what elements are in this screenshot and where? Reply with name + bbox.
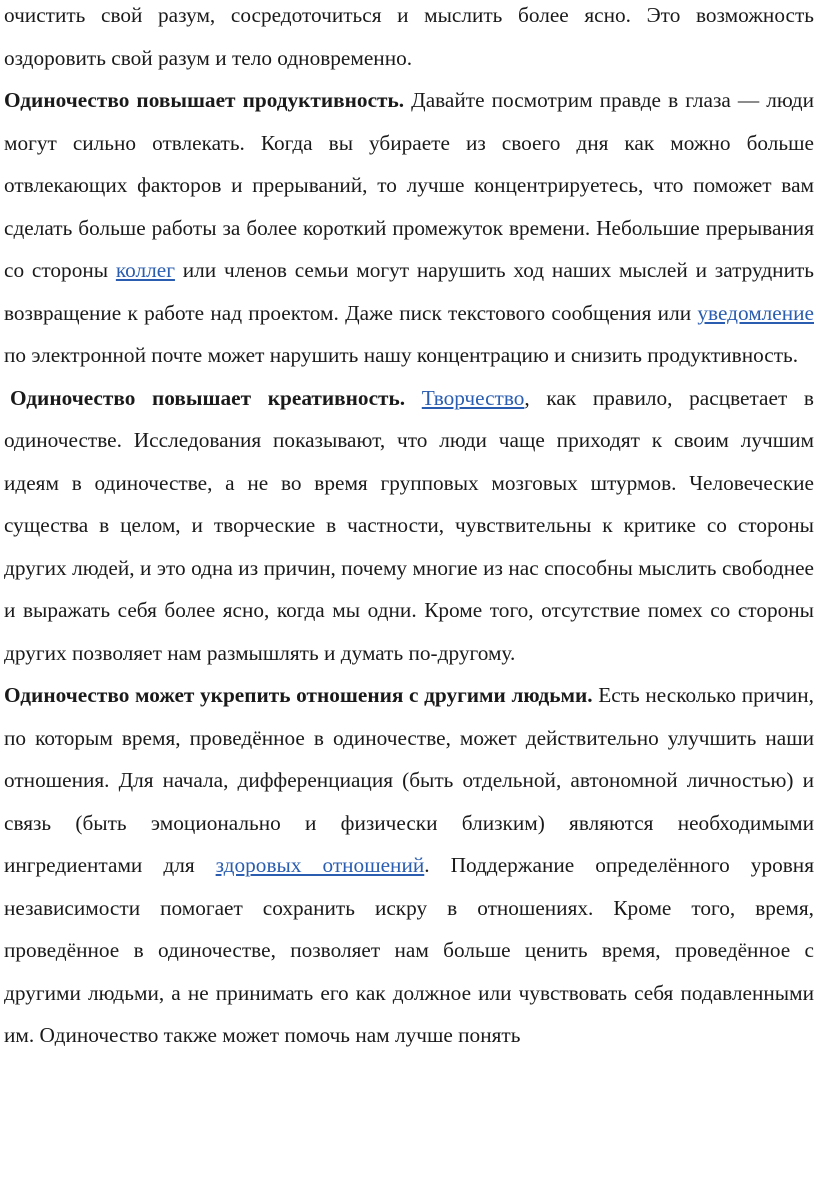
paragraph-heading-productivity: Одиночество повышает продуктивность. xyxy=(4,88,405,112)
paragraph-creativity xyxy=(4,377,814,675)
paragraph-relationships xyxy=(4,674,814,1057)
paragraph-intro-continuation xyxy=(4,0,814,79)
paragraph-text: , как правило, расцветает в одиночестве. Исследования показывают, что люди чаще приходят к своим лучшим идеям в одиночестве, а не во время групповых мозговых штурмов. Человеческие существа в целом, и творческие в частности, чувствительны к критике со стороны других людей, и это одна из причин, почему многие из нас способны мыслить свободнее и выражать себя более ясно, когда мы одни. Кроме того, отсутствие помех со стороны других позволяет нам размышлять и думать по-другому. xyxy=(4,385,814,665)
link-colleagues[interactable]: коллег xyxy=(115,258,175,282)
paragraph-text: Есть несколько причин, по которым время, проведённое в одиночестве, может действительно улучшить наши отношения. Для начала, дифференциация (быть отдельной, автономной личностью) и связь (быть эмоционально и физически близким) являются необходимыми ингредиентами для xyxy=(4,683,814,877)
paragraph-heading-creativity: Одиночество повышает креативность. xyxy=(10,385,406,410)
link-creativity[interactable]: Творчество xyxy=(421,385,525,410)
paragraph-text: Давайте посмотрим правде в глаза — люди могут сильно отвлекать. Когда вы убираете из своего дня как можно больше отвлекающих факторов и прерываний, то лучше концентрируетесь, что поможет вам сделать больше работы за более короткий промежуток времени. Небольшие прерывания со стороны xyxy=(4,88,814,282)
paragraph-text: очистить свой разум, сосредоточиться и мыслить более ясно. Это возможность оздоровить свой разум и тело одновременно. xyxy=(4,3,814,70)
paragraph-text: или членов семьи могут нарушить ход наших мыслей и затруднить возвращение к работе над проектом. Даже писк текстового сообщения или xyxy=(4,258,814,325)
paragraph-text xyxy=(405,386,422,410)
paragraph-productivity xyxy=(4,79,814,377)
link-notification[interactable]: уведомление xyxy=(697,300,814,325)
paragraph-heading-relationships: Одиночество может укрепить отношения с другими людьми. xyxy=(4,683,593,707)
link-healthy-relationships[interactable]: здоровых отношений xyxy=(215,853,425,877)
paragraph-text: . Поддержание определённого уровня независимости помогает сохранить искру в отношениях. Кроме того, время, проведённое в одиночестве, позволяет нам больше ценить время, проведённое с другими людьми, а не принимать его как должное или чувствовать себя подавленными им. Одиночество также может помочь нам лучше понять xyxy=(4,853,814,1047)
paragraph-text: по электронной почте может нарушить нашу концентрацию и снизить продуктивность. xyxy=(4,343,799,367)
